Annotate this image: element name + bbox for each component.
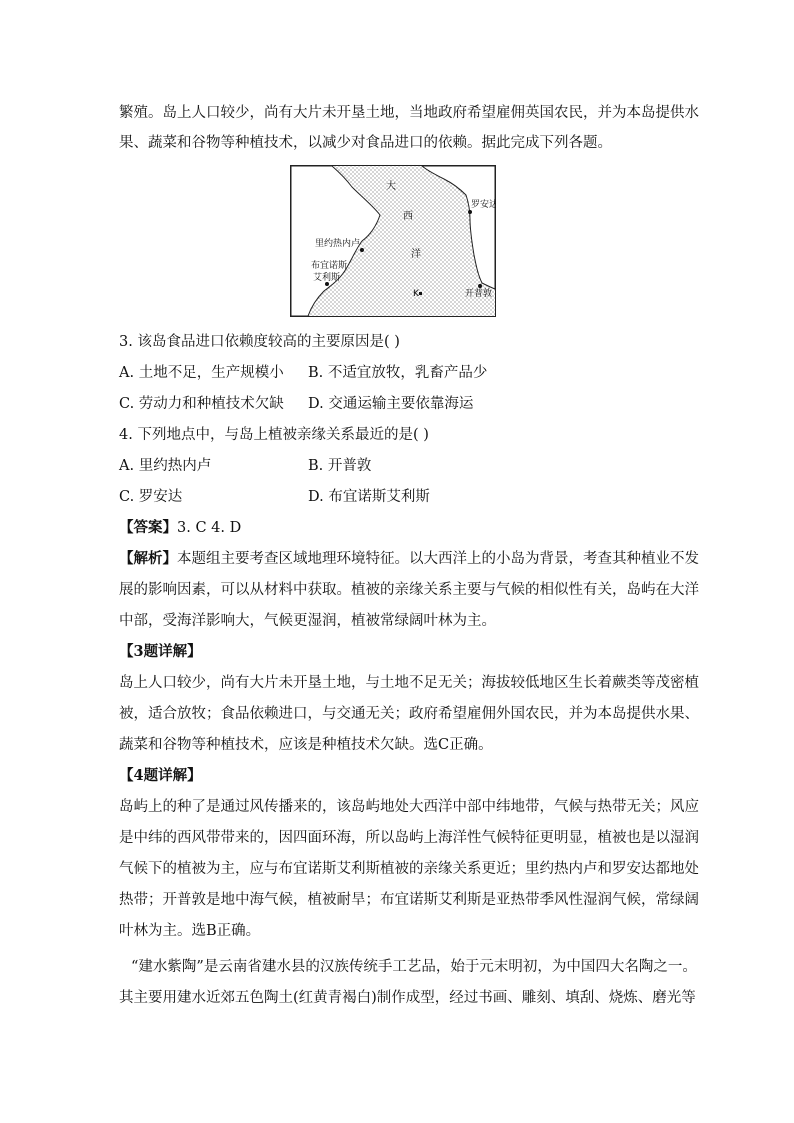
cape-town-dot xyxy=(478,284,482,288)
q4-option-a: A. 里约热内卢 xyxy=(119,458,212,474)
atlantic-map-figure xyxy=(290,165,496,317)
rio-label: 里约热内卢 xyxy=(315,239,361,249)
island-k-label: K xyxy=(413,289,419,299)
atlantic-map xyxy=(290,165,496,317)
answer-text: 3. C 4. D xyxy=(177,520,242,536)
analysis-line-1 xyxy=(119,549,699,569)
q3-stem: 3. 该岛食品进口依赖度较高的主要原因是( ) xyxy=(119,334,400,350)
answer-line xyxy=(119,518,241,538)
q4-stem: 4. 下列地点中，与岛上植被亲缘关系最近的是( ) xyxy=(119,427,429,443)
detail3-line-3: 蔬菜和谷物等种植技术，应该是种植技术欠缺。选C正确。 xyxy=(119,737,493,753)
ocean-label-xi: 西 xyxy=(403,211,413,222)
answer-label: 【答案】 xyxy=(119,519,177,536)
analysis-label: 【解析】 xyxy=(119,550,177,567)
analysis-line-2: 展的影响因素，可以从材料中获取。植被的亲缘关系主要与气候的相似性有关，岛屿在大洋 xyxy=(119,582,699,598)
q3-option-c: C. 劳动力和种植技术欠缺 xyxy=(119,396,284,412)
detail4-heading: 【4题详解】 xyxy=(119,767,202,784)
q3-option-b: B. 不适宜放牧，乳畜产品少 xyxy=(308,365,488,381)
q3-option-a: A. 土地不足，生产规模小 xyxy=(119,365,284,381)
q4-option-c: C. 罗安达 xyxy=(119,489,183,505)
intro-line-2: 果、蔬菜和谷物等种植技术，以减少对食品进口的依赖。据此完成下列各题。 xyxy=(119,135,612,151)
buenos-aires-label-1: 布宜诺斯 xyxy=(311,261,348,271)
detail4-line-3: 气候下的植被为主，应与布宜诺斯艾利斯植被的亲缘关系更近；里约热内卢和罗安达都地处 xyxy=(119,861,699,877)
buenos-aires-label-2: 艾利斯 xyxy=(313,273,341,283)
detail3-line-1: 岛上人口较少，尚有大片未开垦土地，与土地不足无关；海拔较低地区生长着蕨类等茂密植 xyxy=(119,675,699,691)
q3-option-d: D. 交通运输主要依靠海运 xyxy=(308,396,474,412)
luanda-dot xyxy=(468,210,472,214)
detail4-line-2: 是中纬的西风带带来的，因四面环海，所以岛屿上海洋性气候特征更明显，植被也是以湿润 xyxy=(119,830,699,846)
island-k-marker xyxy=(419,292,422,295)
q4-option-b: B. 开普敦 xyxy=(308,458,372,474)
detail4-line-4: 热带；开普敦是地中海气候，植被耐旱；布宜诺斯艾利斯是亚热带季风性湿润气候，常绿阔 xyxy=(119,892,699,908)
rio-dot xyxy=(360,248,364,252)
detail4-line-5: 叶林为主。选B正确。 xyxy=(119,923,261,939)
analysis-line-3: 中部，受海洋影响大，气候更湿润，植被常绿阔叶林为主。 xyxy=(119,613,496,629)
luanda-label: 罗安达 xyxy=(471,200,496,210)
analysis-text-1: 本题组主要考查区域地理环境特征。以大西洋上的小岛为背景，考查其种植业不发 xyxy=(177,551,699,567)
next-passage-line-1: “建水紫陶”是云南省建水县的汉族传统手工艺品，始于元末明初，为中国四大名陶之一。 xyxy=(131,959,697,975)
detail4-line-1: 岛屿上的种了是通过风传播来的，该岛屿地处大西洋中部中纬地带，气候与热带无关；风应 xyxy=(119,799,699,815)
detail3-line-2: 被，适合放牧；食品依赖进口，与交通无关；政府希望雇佣外国农民，并为本岛提供水果、 xyxy=(119,706,699,722)
ocean-label-da: 大 xyxy=(386,181,396,192)
detail3-heading: 【3题详解】 xyxy=(119,643,202,660)
ocean-label-yang: 洋 xyxy=(411,249,421,260)
intro-line-1: 繁殖。岛上人口较少，尚有大片未开垦土地，当地政府希望雇佣英国农民，并为本岛提供水 xyxy=(119,105,699,121)
next-passage-line-2: 其主要用建水近郊五色陶土(红黄青褐白)制作成型，经过书画、雕刻、填刮、烧炼、磨光等 xyxy=(119,990,696,1006)
q4-option-d: D. 布宜诺斯艾利斯 xyxy=(308,489,430,505)
cape-town-label: 开普敦 xyxy=(465,289,493,299)
